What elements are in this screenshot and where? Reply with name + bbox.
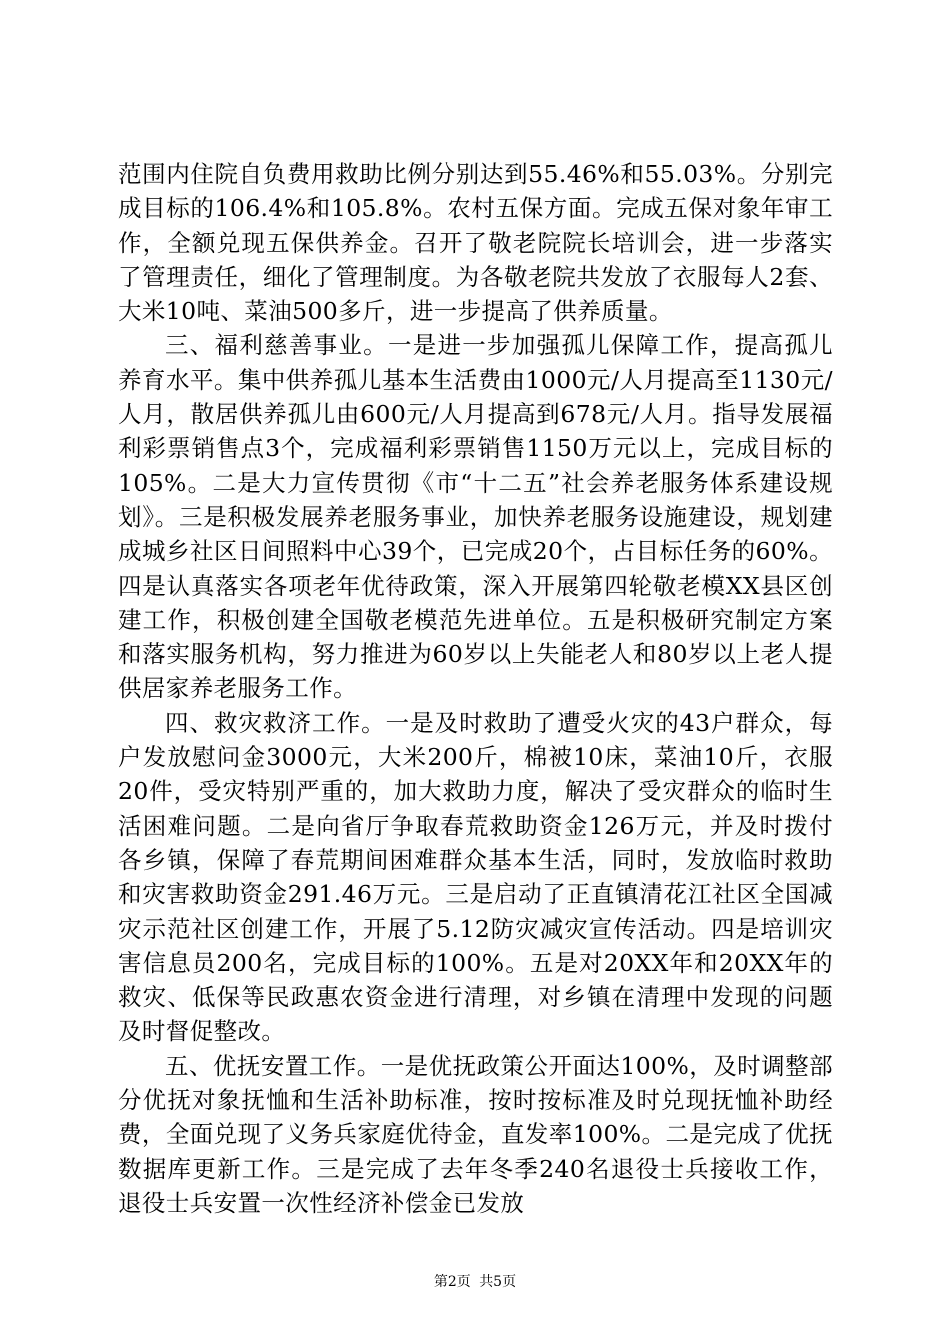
paragraph-continuation: 范围内住院自负费用救助比例分别达到55.46%和55.03%。分别完成目标的106.4%和105.8%。农村五保方面。完成五保对象年审工作，全额兑现五保供养金。召开了敬老院院长培训会，进一步落实了管理责任，细化了管理制度。为各敬老院共发放了衣服每人2套、大米10吨、菜油500多斤，进一步提高了供养质量。 — [118, 160, 833, 326]
page-footer — [0, 1272, 950, 1292]
page-number: 第2页 — [433, 1274, 471, 1290]
paragraph-disaster-relief: 四、救灾救济工作。一是及时救助了遭受火灾的43户群众，每户发放慰问金3000元，大米200斤，棉被10床，菜油10斤，衣服20件，受灾特别严重的，加大救助力度，解决了受灾群众的临时生活困难问题。二是向省厅争取春荒救助资金126万元，并及时拨付各乡镇，保障了春荒期间困难群众基本生活，同时，发放临时救助和灾害救助资金291.46万元。三是启动了正直镇清花江社区全国减灾示范社区创建工作，开展了5.12防灾减灾宣传活动。四是培训灾害信息员200名，完成目标的100%。五是对20XX年和20XX年的救灾、低保等民政惠农资金进行清理，对乡镇在清理中发现的问题及时督促整改。 — [118, 708, 833, 1046]
paragraph-special-care-placement: 五、优抚安置工作。一是优抚政策公开面达100%，及时调整部分优抚对象抚恤和生活补助标准，按时按标准及时兑现抚恤补助经费，全面兑现了义务兵家庭优待金，直发率100%。二是完成了优抚数据库更新工作。三是完成了去年冬季240名退役士兵接收工作，退役士兵安置一次性经济补偿金已发放 — [118, 1051, 833, 1217]
page-total: 共5页 — [479, 1274, 517, 1290]
document-body — [118, 157, 833, 1220]
paragraph-welfare-charity: 三、福利慈善事业。一是进一步加强孤儿保障工作，提高孤儿养育水平。集中供养孤儿基本生活费由1000元/人月提高至1130元/人月，散居供养孤儿由600元/人月提高到678元/人月。指导发展福利彩票销售点3个，完成福利彩票销售1150万元以上，完成目标的105%。二是大力宣传贯彻《市“十二五”社会养老服务体系建设规划》。三是积极发展养老服务事业，加快养老服务设施建设，规划建成城乡社区日间照料中心39个，已完成20个，占目标任务的60%。四是认真落实各项老年优待政策，深入开展第四轮敬老模XX县区创建工作，积极创建全国敬老模范先进单位。五是积极研究制定方案和落实服务机构，努力推进为60岁以上失能老人和80岁以上老人提供居家养老服务工作。 — [118, 331, 833, 703]
